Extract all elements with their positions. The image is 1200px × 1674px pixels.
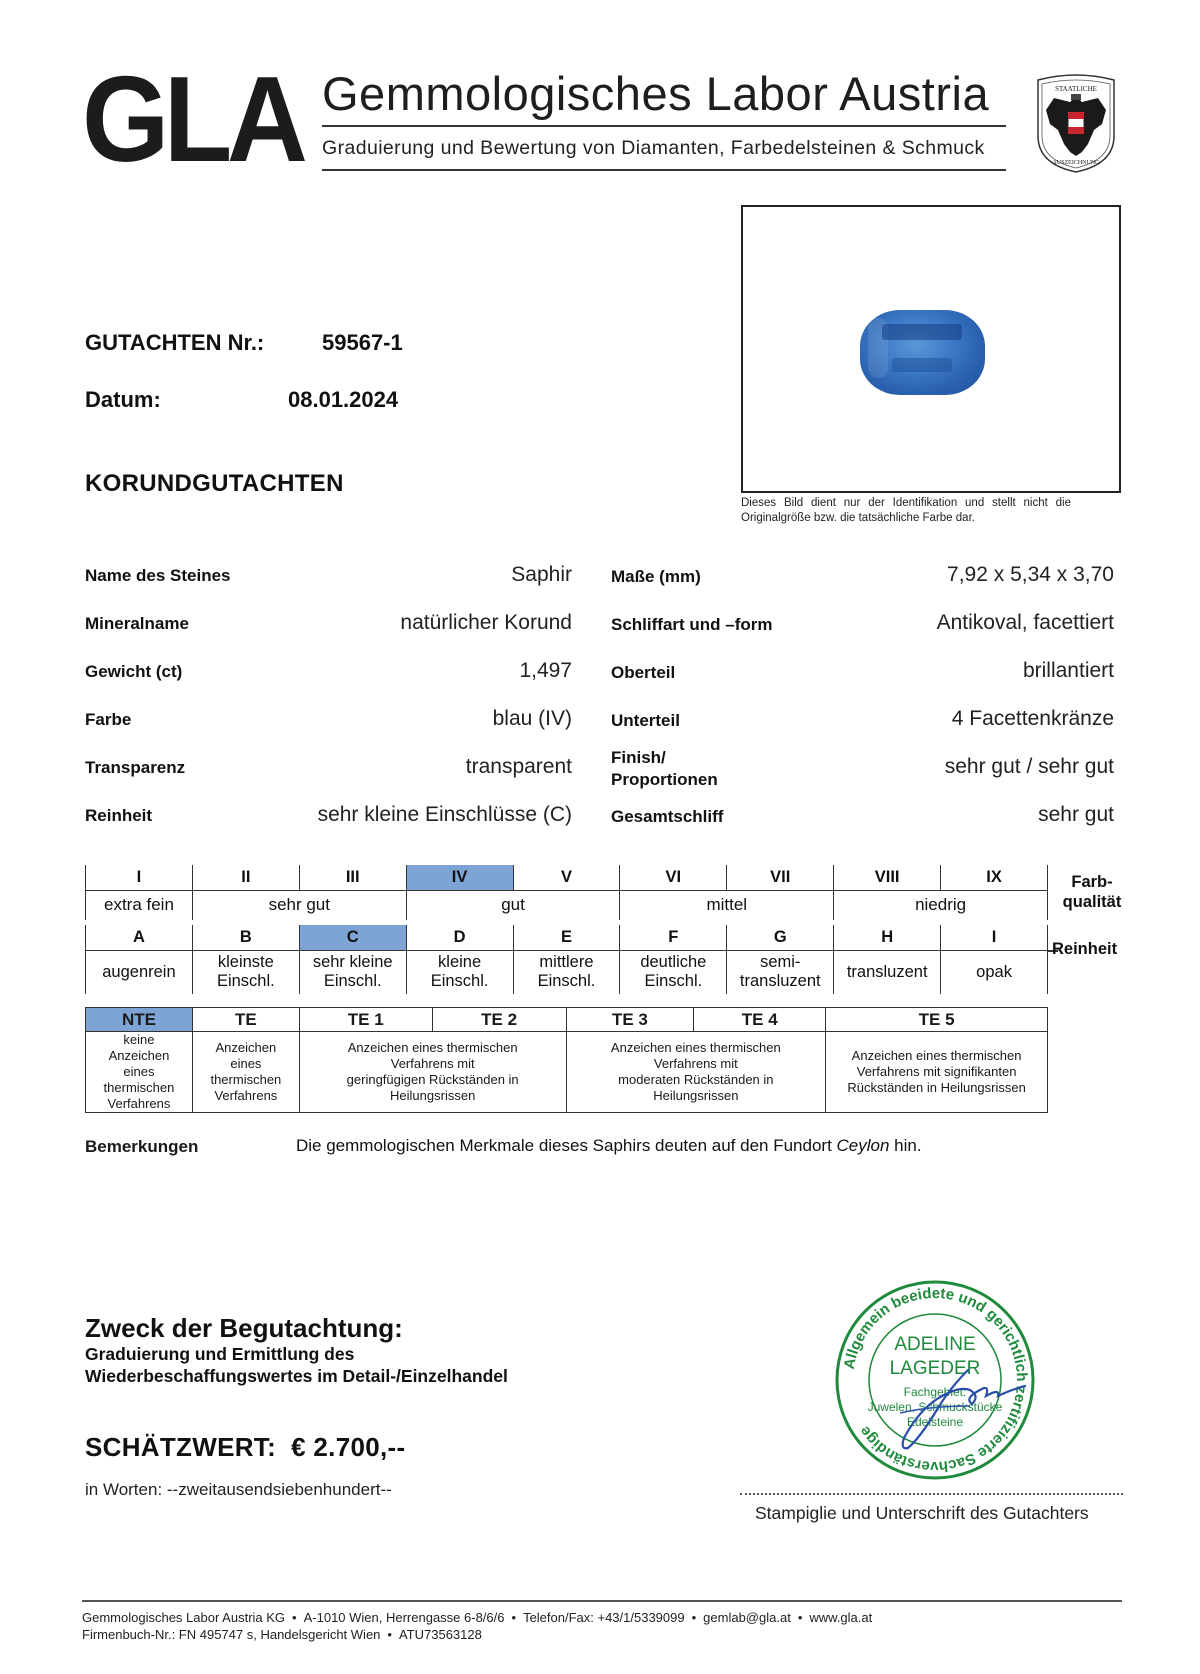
clarity-desc-F: deutliche Einschl. (620, 950, 727, 994)
treatment-grade-TE1: TE 1 (299, 1008, 432, 1032)
clarity-grade-F: F (620, 925, 727, 950)
report-number-value: 59567-1 (322, 330, 403, 355)
prop-value-weight: 1,497 (519, 659, 572, 682)
treatment-desc-TE: Anzeichen eines thermischen Verfahrens (192, 1032, 299, 1113)
clarity-grade-B: B (192, 925, 299, 950)
footer-address: A-1010 Wien, Herrengasse 6-8/6/6 (303, 1610, 505, 1625)
prop-label-cut-shape: Schliffart und –form (611, 615, 773, 634)
valuation-in-words: in Worten: --zweitausendsiebenhundert-- (85, 1480, 392, 1499)
footer-email-link[interactable]: gemlab@gla.at (703, 1610, 791, 1625)
color-grade-V: V (513, 865, 620, 890)
clarity-grade-D: D (406, 925, 513, 950)
clarity-desc-G: semi- transluzent (727, 950, 834, 994)
signature-line (740, 1493, 1123, 1495)
purpose-line-1: Graduierung und Ermittlung des (85, 1344, 355, 1364)
remarks-text: Die gemmologischen Merkmale dieses Saphirs deuten auf den Fundort Ceylon hin. (296, 1136, 922, 1155)
expert-stamp-icon (830, 1278, 1040, 1483)
gem-photo-frame (741, 205, 1121, 493)
color-group-mittel: mittel (620, 890, 834, 920)
report-number-label: GUTACHTEN Nr.: (85, 330, 265, 355)
prop-label-pavilion: Unterteil (611, 711, 680, 730)
prop-label-mineral: Mineralname (85, 614, 189, 633)
gla-logo: GLA (82, 51, 303, 187)
prop-label-crown: Oberteil (611, 663, 676, 682)
photo-disclaimer: Dieses Bild dient nur der Identifikation und stellt nicht die Originalgröße bzw. die tatsächliche Farbe dar. (741, 497, 1071, 524)
treatment-desc-TE5: Anzeichen eines thermischen Verfahrens mit signifikanten Rückständen in Heilungsrissen (826, 1032, 1048, 1113)
clarity-scale (85, 925, 1048, 994)
prop-label-weight: Gewicht (ct) (85, 662, 183, 681)
footer-company: Gemmologisches Labor Austria KG (82, 1610, 286, 1625)
prop-value-crown: brillantiert (1022, 659, 1114, 682)
clarity-desc-C: sehr kleine Einschl. (299, 950, 406, 994)
clarity-desc-A: augenrein (86, 950, 193, 994)
treatment-grade-TE2: TE 2 (432, 1008, 566, 1032)
austrian-eagle-emblem-icon (1030, 74, 1122, 174)
treatment-grade-NTE-selected: NTE (86, 1008, 193, 1032)
prop-value-dimensions: 7,92 x 5,34 x 3,70 (947, 563, 1114, 586)
clarity-grade-C-selected: C (299, 925, 406, 950)
footer-rule (82, 1600, 1122, 1602)
clarity-desc-E: mittlere Einschl. (513, 950, 620, 994)
svg-text:Allgemein beeidete und gericht: Allgemein beeidete und gerichtlich zertifizierte Sachverständige (840, 1284, 1031, 1476)
valuation-amount: € 2.700,-- (291, 1432, 406, 1462)
treatment-grade-TE: TE (192, 1008, 299, 1032)
prop-value-finish-proportions: sehr gut / sehr gut (944, 755, 1114, 778)
footer-register: Firmenbuch-Nr.: FN 495747 s, Handelsgericht Wien (82, 1627, 381, 1642)
lab-name: Gemmologisches Labor Austria (322, 67, 990, 120)
color-group-sehr-gut: sehr gut (192, 890, 406, 920)
treatment-grade-TE5: TE 5 (826, 1008, 1048, 1032)
prop-label-proportions: Proportionen (611, 770, 718, 789)
prop-label-overall-cut: Gesamtschliff (611, 807, 724, 826)
footer-contact-line: Gemmologisches Labor Austria KG • A-1010 Wien, Herrengasse 6-8/6/6 • Telefon/Fax: +43/1/5339099 • gemlab@gla.at • www.gla.at (82, 1610, 873, 1625)
svg-text:LAGEDER: LAGEDER (889, 1358, 981, 1379)
prop-label-finish: Finish/ (611, 748, 666, 767)
clarity-scale-label: Reinheit (1052, 940, 1118, 958)
prop-label-dimensions: Maße (mm) (611, 567, 701, 586)
prop-label-transparency: Transparenz (85, 758, 186, 777)
prop-label-stone-name: Name des Steines (85, 566, 231, 585)
prop-value-stone-name: Saphir (511, 563, 572, 586)
report-type-title: KORUNDGUTACHTEN (85, 470, 344, 497)
clarity-desc-D: kleine Einschl. (406, 950, 513, 994)
footer-vat: ATU73563128 (398, 1627, 482, 1642)
treatment-grade-TE4: TE 4 (694, 1008, 826, 1032)
color-grade-VI: VI (620, 865, 727, 890)
prop-value-clarity: sehr kleine Einschlüsse (C) (317, 803, 572, 826)
svg-text:ADELINE: ADELINE (894, 1334, 976, 1355)
prop-label-clarity: Reinheit (85, 806, 153, 825)
purpose-title: Zweck der Begutachtung: (85, 1313, 403, 1343)
valuation-line (85, 1432, 405, 1463)
treatment-scale (85, 1007, 1048, 1113)
footer-web-link[interactable]: www.gla.at (809, 1610, 873, 1625)
svg-text:Juwelen, Schmuckstücke: Juwelen, Schmuckstücke (867, 1400, 1003, 1414)
color-grade-I: I (86, 865, 193, 890)
origin-ceylon: Ceylon (836, 1136, 890, 1155)
treatment-grade-TE3: TE 3 (566, 1008, 694, 1032)
treatment-desc-TE3-TE4: Anzeichen eines thermischen Verfahrens mit moderaten Rückständen in Heilungsrissen (566, 1032, 826, 1113)
clarity-desc-B: kleinste Einschl. (192, 950, 299, 994)
lab-subtitle: Graduierung und Bewertung von Diamanten, Farbedelsteinen & Schmuck (322, 137, 985, 159)
clarity-grade-A: A (86, 925, 193, 950)
clarity-desc-H: transluzent (834, 950, 941, 994)
footer-register-line: Firmenbuch-Nr.: FN 495747 s, Handelsgericht Wien • ATU73563128 (82, 1627, 482, 1642)
signature-caption: Stampiglie und Unterschrift des Gutachters (755, 1503, 1089, 1523)
header-rule-bottom (322, 169, 1006, 171)
footer-phone: Telefon/Fax: +43/1/5339099 (523, 1610, 685, 1625)
prop-value-cut-shape: Antikoval, facettiert (936, 611, 1114, 634)
color-group-niedrig: niedrig (834, 890, 1048, 920)
clarity-grade-H: H (834, 925, 941, 950)
prop-label-color: Farbe (85, 710, 132, 729)
prop-value-mineral: natürlicher Korund (400, 611, 572, 634)
color-quality-scale (85, 865, 1048, 920)
report-date-value: 08.01.2024 (288, 387, 399, 412)
color-grade-II: II (192, 865, 299, 890)
svg-text:Edelsteine: Edelsteine (906, 1415, 964, 1429)
color-grade-VII: VII (727, 865, 834, 890)
color-group-gut: gut (406, 890, 620, 920)
color-group-extra-fein: extra fein (86, 890, 193, 920)
prop-value-transparency: transparent (465, 755, 572, 778)
svg-text:Fachgebiet:: Fachgebiet: (903, 1385, 967, 1399)
color-scale-label-2: qualität (1062, 893, 1122, 911)
prop-value-pavilion: 4 Facettenkränze (951, 707, 1114, 730)
clarity-grade-G: G (727, 925, 834, 950)
clarity-grade-E: E (513, 925, 620, 950)
prop-value-color: blau (IV) (492, 707, 572, 730)
svg-text:STAATLICHE: STAATLICHE (1055, 85, 1097, 93)
purpose-line-2: Wiederbeschaffungswertes im Detail-/Einzelhandel (85, 1366, 508, 1386)
color-grade-IX: IX (941, 865, 1048, 890)
header-rule-top (322, 125, 1006, 127)
color-grade-III: III (299, 865, 406, 890)
color-grade-VIII: VIII (834, 865, 941, 890)
remarks-label: Bemerkungen (85, 1137, 199, 1156)
prop-value-overall-cut: sehr gut (1038, 803, 1114, 826)
report-date-label: Datum: (85, 387, 161, 412)
valuation-label: SCHÄTZWERT: (85, 1432, 277, 1462)
sapphire-gem-image (860, 310, 985, 395)
color-grade-IV-selected: IV (406, 865, 513, 890)
svg-text:AUSZEICHNUNG: AUSZEICHNUNG (1052, 160, 1100, 166)
color-scale-label-1: Farb- (1071, 873, 1113, 891)
clarity-desc-I: opak (941, 950, 1048, 994)
treatment-desc-TE1-TE2: Anzeichen eines thermischen Verfahrens mit geringfügigen Rückständen in Heilungsrissen (299, 1032, 566, 1113)
clarity-grade-I: I (941, 925, 1048, 950)
treatment-desc-NTE: keine Anzeichen eines thermischen Verfahrens (86, 1032, 193, 1113)
